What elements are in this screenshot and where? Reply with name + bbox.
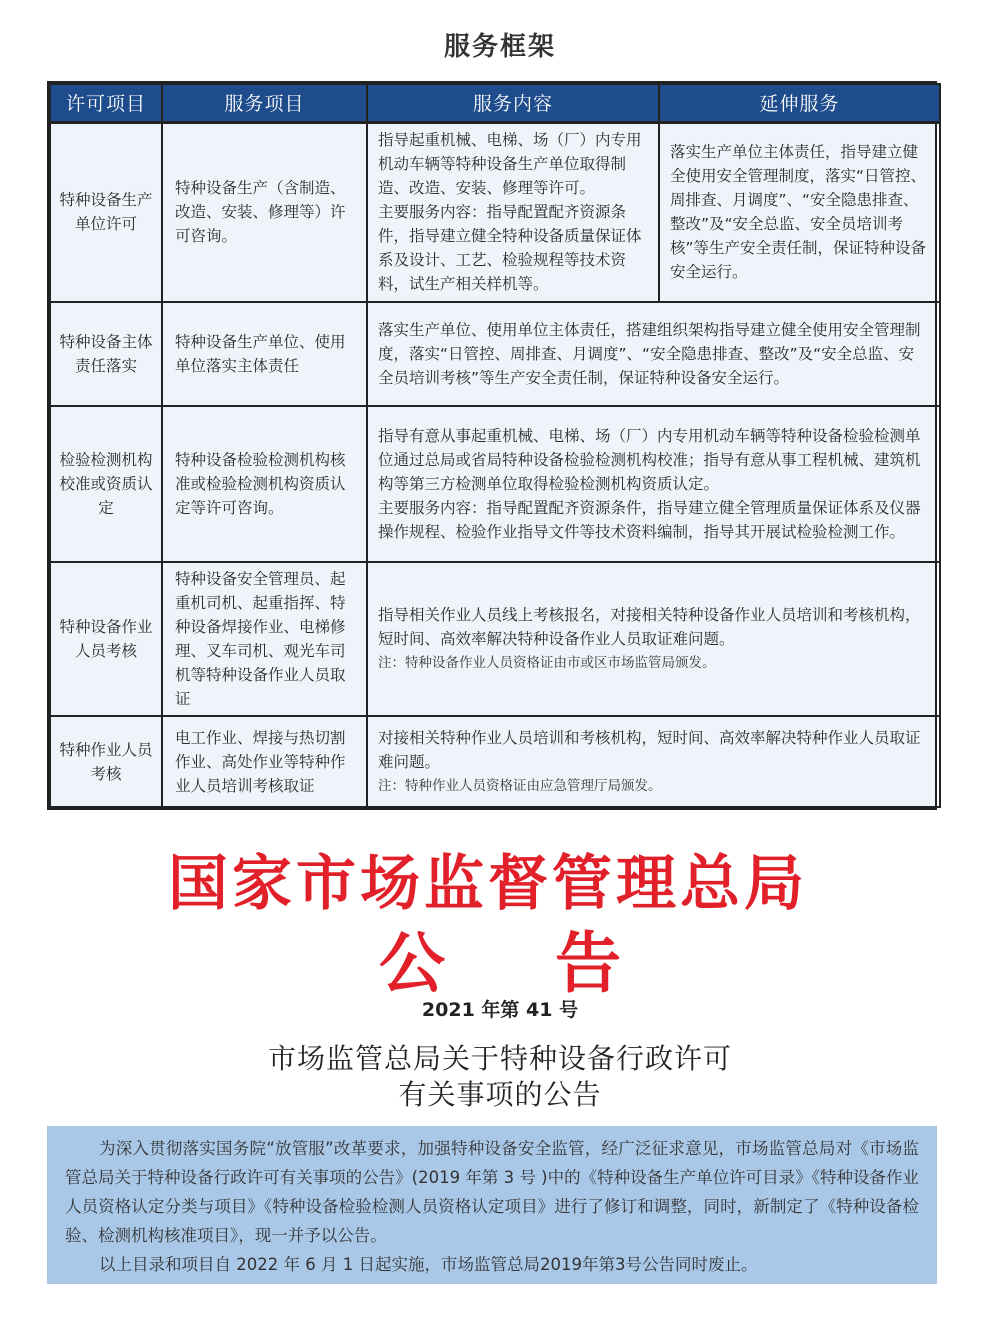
table-row <box>50 562 940 716</box>
license-cell: 特种设备作业人员考核 <box>50 562 162 716</box>
document-number: 2021 年第 41 号 <box>421 999 579 1021</box>
content-cell: 落实生产单位、使用单位主体责任，搭建组织架构指导建立健全使用安全管理制度，落实“日管控、周排查、月调度”、“安全隐患排查、整改”及“安全总监、安全员培训考核”等生产安全责任制，保证特种设备安全运行。 <box>367 302 940 406</box>
license-cell: 检验检测机构校准或资质认定 <box>50 406 162 562</box>
content-cell <box>367 406 940 562</box>
table-row <box>50 122 940 302</box>
content-note: 注：特种设备作业人员资格证由市或区市场监管局颁发。 <box>378 655 716 671</box>
notice-summary <box>47 1126 937 1284</box>
summary-paragraph: 为深入贯彻落实国务院“放管服”改革要求，加强特种设备安全监管，经广泛征求意见，市场监管总局对《市场监管总局关于特种设备行政许可有关事项的公告》(2019 年第 3 号 )中的《特种设备生产单位许可目录》《特种设备作业人员资格认定分类与项目》《特种设备检验检测人员资格认定项目》进行了修订和调整，同时，新制定了《特种设备检验、检测机构核准项目》，现一并予以公告。 <box>65 1139 919 1245</box>
content-main-text: 主要服务内容：指导配置配齐资源条件，指导建立健全特种设备质量保证体系及设计、工艺、检验规程等技术资料，试生产相关样机等。 <box>378 203 642 294</box>
page-title: 服务框架 <box>443 32 556 62</box>
agency-name: 国家市场监督管理总局 <box>168 849 808 919</box>
summary-paragraph: 以上目录和项目自 2022 年 6 月 1 日起实施，市场监管总局2019年第3号公告同时废止。 <box>99 1255 758 1274</box>
content-note: 注：特种作业人员资格证由应急管理厅局颁发。 <box>378 777 662 794</box>
content-cell <box>367 716 940 807</box>
service-cell: 特种设备生产（含制造、改造、安装、修理等）许可咨询。 <box>162 122 367 302</box>
service-framework-table <box>47 81 937 810</box>
license-cell: 特种设备主体责任落实 <box>50 302 162 406</box>
notice-title-line2: 有关事项的公告 <box>398 1078 602 1111</box>
license-cell: 特种设备生产单位许可 <box>50 122 162 302</box>
announcement-heading: 公告 <box>379 925 731 1002</box>
content-text: 指导相关作业人员线上考核报名，对接相关特种设备作业人员培训和考核机构，短时间、高效率解决特种设备作业人员取证难问题。 <box>378 606 921 648</box>
header-content: 服务内容 <box>367 84 659 122</box>
content-text: 指导有意从事起重机械、电梯、场（厂）内专用机动车辆等特种设备检验检测单位通过总局或省局特种设备检验检测机构校准；指导有意从事工程机械、建筑机构等第三方检测单位取得检验检测机构资质认定。 <box>378 427 921 493</box>
notice-title-line1: 市场监管总局关于特种设备行政许可 <box>267 1042 732 1075</box>
content-cell <box>367 122 659 302</box>
header-extended: 延伸服务 <box>659 84 940 122</box>
content-cell <box>367 562 940 716</box>
content-text: 指导起重机械、电梯、场（厂）内专用机动车辆等特种设备生产单位取得制造、改造、安装、修理等许可。 <box>378 131 642 198</box>
license-cell: 特种作业人员考核 <box>50 716 162 807</box>
header-license: 许可项目 <box>50 84 162 122</box>
service-cell: 特种设备安全管理员、起重机司机、起重指挥、特种设备焊接作业、电梯修理、叉车司机、观光车司机等特种设备作业人员取证 <box>162 562 367 716</box>
service-cell: 电工作业、焊接与热切割作业、高处作业等特种作业人员培训考核取证 <box>162 716 367 807</box>
content-text: 对接相关特种作业人员培训和考核机构，短时间、高效率解决特种作业人员取证难问题。 <box>378 728 921 771</box>
table-row <box>50 716 940 807</box>
table-row <box>50 302 940 406</box>
extended-cell: 落实生产单位主体责任，指导建立健全使用安全管理制度，落实“日管控、周排查、月调度”、“安全隐患排查、整改”及“安全总监、安全员培训考核”等生产安全责任制，保证特种设备安全运行。 <box>659 122 940 302</box>
table-header-row <box>50 84 940 122</box>
header-service: 服务项目 <box>162 84 367 122</box>
content-main-text: 主要服务内容：指导配置配齐资源条件，指导建立健全管理质量保证体系及仪器操作规程、检验作业指导文件等技术资料编制，指导其开展试检验检测工作。 <box>378 499 921 541</box>
service-cell: 特种设备生产单位、使用单位落实主体责任 <box>162 302 367 406</box>
service-cell: 特种设备检验检测机构核准或检验检测机构资质认定等许可咨询。 <box>162 406 367 562</box>
table-row <box>50 406 940 562</box>
